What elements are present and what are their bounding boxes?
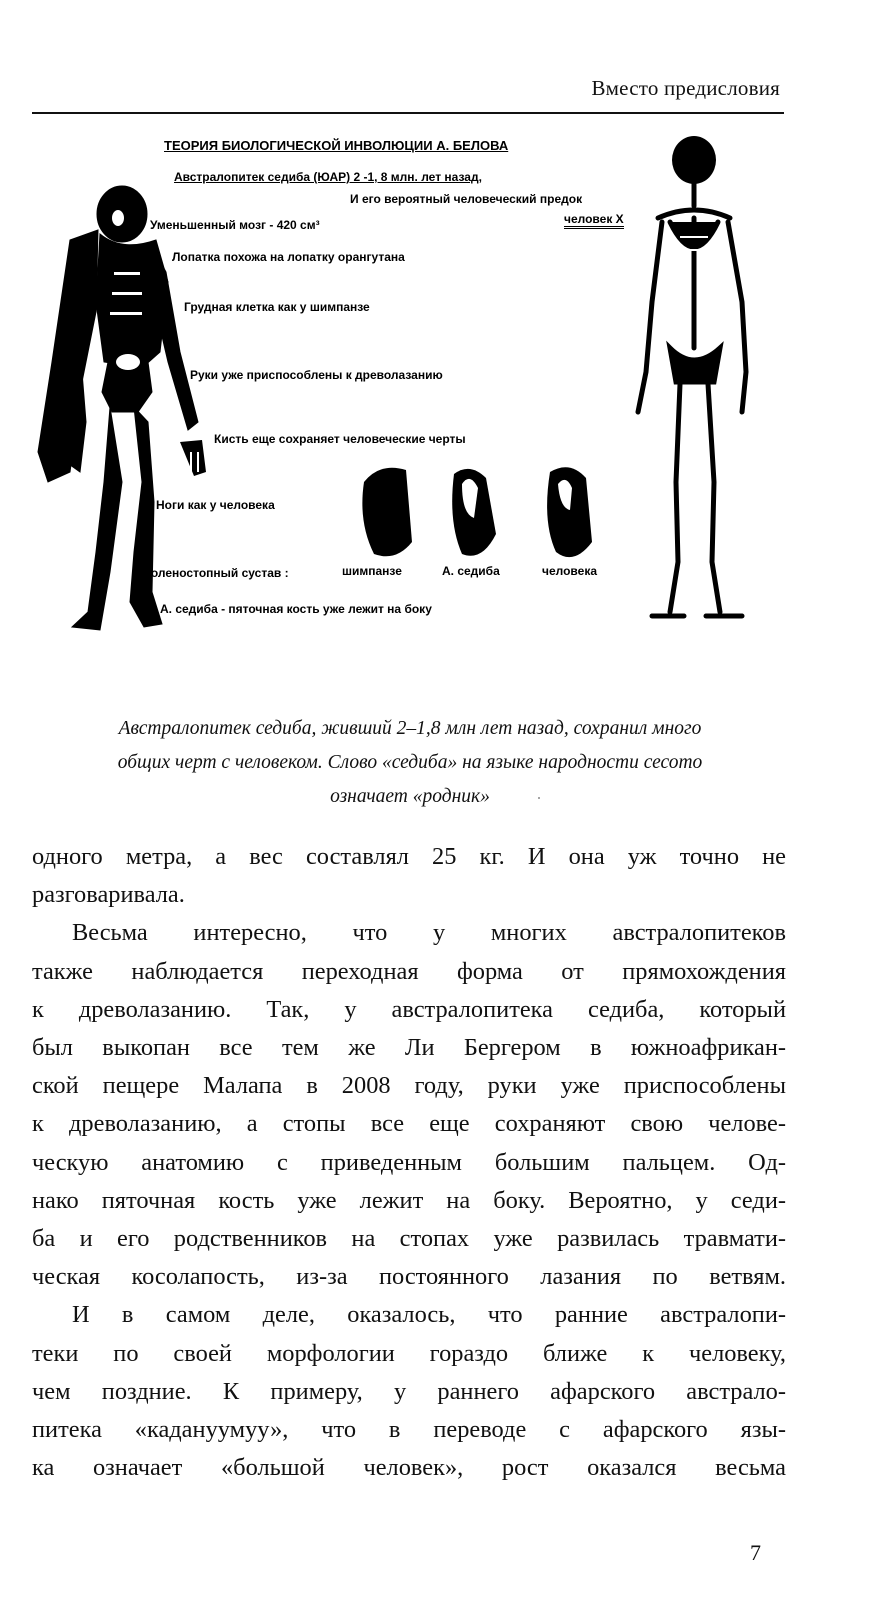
text-line: Весьма интересно, что у многих австралопитеков xyxy=(72,919,786,947)
text-line: ческую анатомию с приведенным большим пальцем. Од- xyxy=(32,1148,786,1176)
body-text xyxy=(32,838,786,1487)
text-line: разговаривала. xyxy=(32,881,185,909)
label-ankle-joint: голеностопный сустав : xyxy=(146,566,289,580)
speck xyxy=(538,797,540,799)
label-arms: Руки уже приспособлены к древолазанию xyxy=(190,368,443,382)
text-line: к древолазанию, а стопы все еще сохраняют свою челове- xyxy=(32,1110,786,1138)
label-human-ancestor: И его вероятный человеческий предок xyxy=(350,192,583,206)
sediba-hand xyxy=(180,440,206,476)
label-ribcage: Грудная клетка как у шимпанзе xyxy=(184,300,370,314)
figure-caption xyxy=(40,712,780,814)
label-brain: Уменьшенный мозг - 420 см³ xyxy=(150,218,320,232)
page-number: 7 xyxy=(750,1540,761,1565)
text-line: теки по своей морфологии гораздо ближе к человеку, xyxy=(32,1339,786,1367)
text-line: также наблюдается переходная форма от прямохождения xyxy=(32,957,786,985)
running-header xyxy=(32,72,784,114)
ankle-sediba xyxy=(452,469,496,556)
text-line: ческая косолапость, из-за постоянного лазания по ветвям. xyxy=(32,1263,786,1291)
text-line: нако пяточная кость уже лежит на боку. Вероятно, у седи- xyxy=(32,1186,786,1214)
label-sediba: А. седиба xyxy=(442,564,500,578)
text-line: питека «кадануумуу», что в переводе с афарского язы- xyxy=(32,1416,786,1444)
label-scapula: Лопатка похожа на лопатку орангутана xyxy=(172,250,405,264)
caption-line: общих черт с человеком. Слово «седиба» на языке народности сесото xyxy=(117,752,703,773)
caption-line: означает «родник» xyxy=(330,786,490,807)
header-title: Вместо предисловия xyxy=(591,76,780,100)
label-heel-bone: А. седиба - пяточная кость уже лежит на боку xyxy=(160,602,432,616)
ankle-human xyxy=(547,467,592,557)
label-human: человека xyxy=(542,564,598,578)
text-line: одного метра, а вес составлял 25 кг. И она уж точно не xyxy=(32,843,786,870)
text-line: ка означает «большой человек», рост оказался весьма xyxy=(32,1454,786,1482)
human-skeleton xyxy=(638,136,746,616)
text-line: был выкопан все тем же Ли Бергером в южноафрикан- xyxy=(32,1034,786,1062)
text-line: к древолазанию. Так, у австралопитека седиба, который xyxy=(32,995,786,1023)
ankle-chimpanzee xyxy=(362,468,412,557)
text-line: ской пещере Малапа в 2008 году, руки уже приспособлены xyxy=(32,1072,786,1100)
label-legs: Ноги как у человека xyxy=(156,498,275,512)
text-line: И в самом деле, оказалось, что ранние австралопи- xyxy=(72,1301,786,1329)
text-line: чем поздние. К примеру, у раннего афарского австрало- xyxy=(32,1377,786,1405)
label-human-x: человек Х xyxy=(564,212,624,229)
text-line: ба и его родственников на стопах уже развилась травмати- xyxy=(32,1225,786,1253)
figure-illustration xyxy=(30,122,790,652)
label-sediba-age: Австралопитек седиба (ЮАР) 2 -1, 8 млн. лет назад, xyxy=(174,170,482,184)
label-hand: Кисть еще сохраняет человеческие черты xyxy=(214,432,466,446)
label-chimpanzee: шимпанзе xyxy=(342,564,402,578)
figure-title: ТЕОРИЯ БИОЛОГИЧЕСКОЙ ИНВОЛЮЦИИ А. БЕЛОВА xyxy=(164,138,509,153)
caption-line: Австралопитек седиба, живший 2–1,8 млн лет назад, сохранил много xyxy=(118,718,702,739)
